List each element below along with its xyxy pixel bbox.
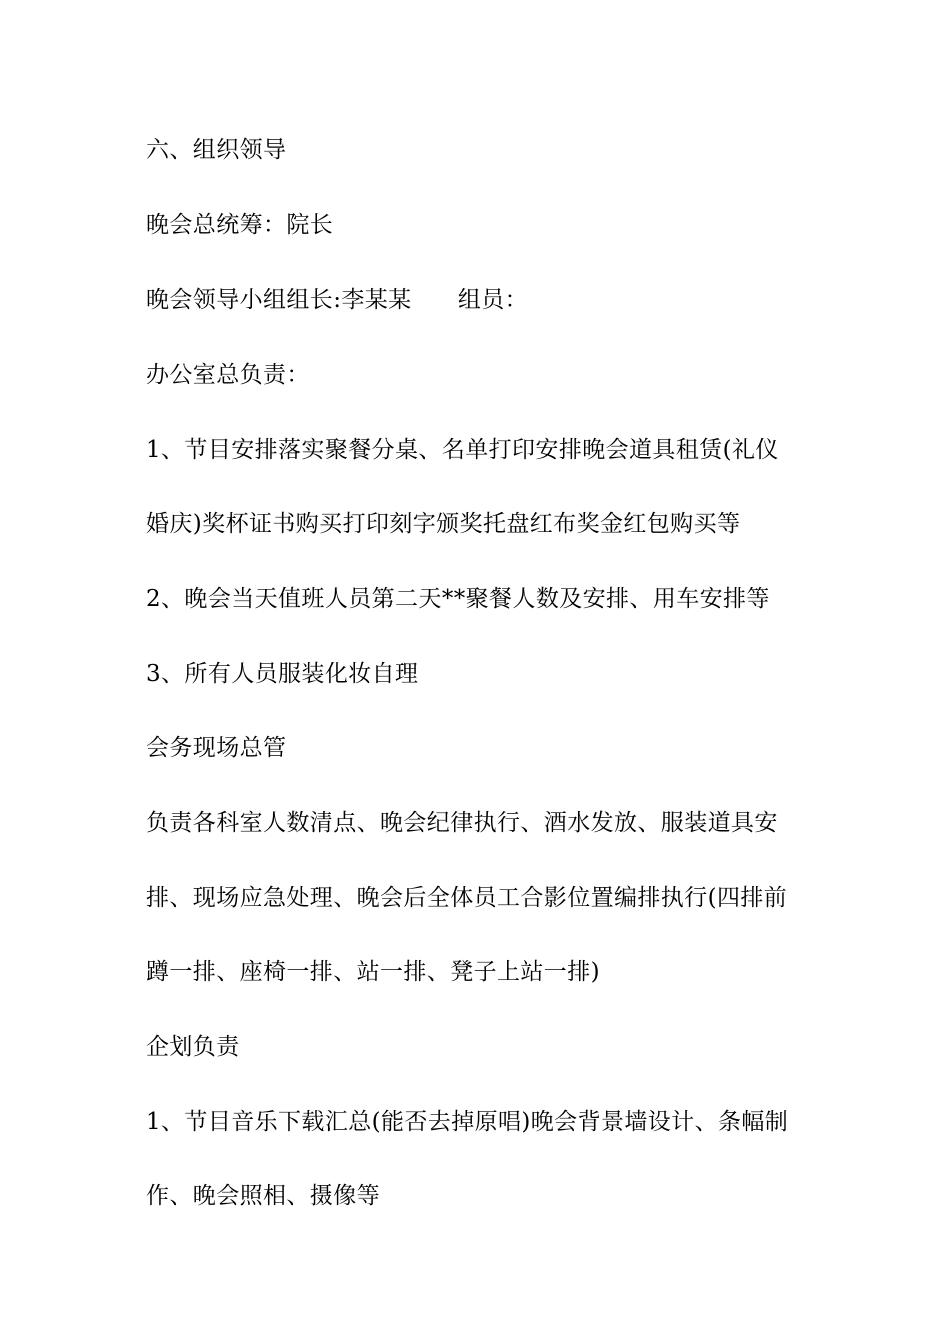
text-line: 蹲一排、座椅一排、站一排、凳子上站一排) — [146, 959, 600, 985]
text-line: 排、现场应急处理、晚会后全体员工合影位置编排执行(四排前 — [146, 885, 788, 911]
text-line: 3、所有人员服装化妆自理 — [146, 661, 419, 687]
section-heading: 六、组织领导 — [146, 137, 287, 163]
text-line: 办公室总负责： — [146, 362, 310, 388]
text-line: 2、晚会当天值班人员第二天**聚餐人数及安排、用车安排等 — [146, 586, 770, 612]
text-line: 会务现场总管 — [146, 735, 287, 761]
text-line: 1、节目音乐下载汇总(能否去掉原唱)晚会背景墙设计、条幅制 — [146, 1109, 789, 1135]
text-line: 1、节目安排落实聚餐分桌、名单打印安排晚会道具租赁(礼仪 — [146, 437, 779, 463]
text-line: 婚庆)奖杯证书购买打印刻字颁奖托盘红布奖金红包购买等 — [146, 511, 741, 537]
text-line: 企划负责 — [146, 1034, 240, 1060]
text-line: 作、晚会照相、摄像等 — [146, 1183, 380, 1209]
text-line: 晚会总统筹：院长 — [146, 212, 334, 238]
text-line: 负责各科室人数清点、晚会纪律执行、酒水发放、服装道具安 — [146, 810, 778, 836]
text-line: 晚会领导小组组长:李某某 组员： — [146, 287, 529, 313]
